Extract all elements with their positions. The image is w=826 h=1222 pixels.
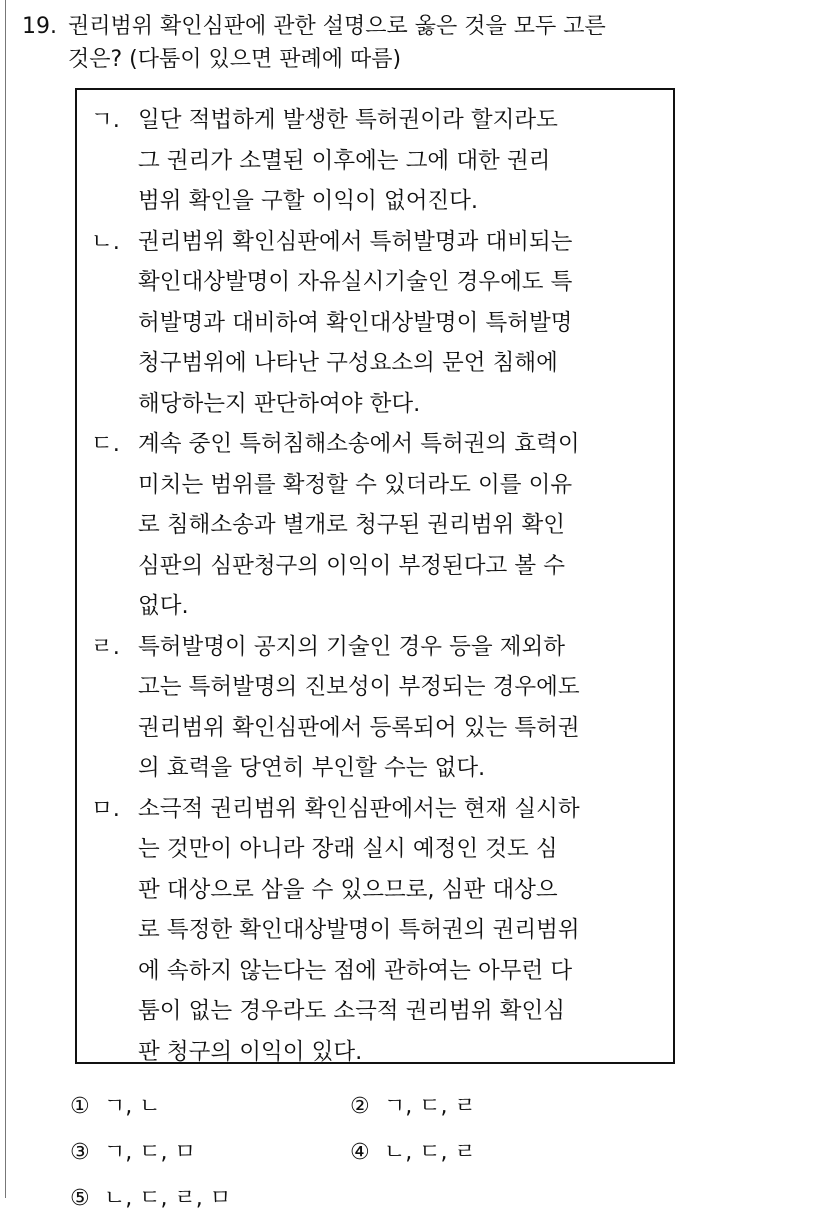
question-stem — [22, 10, 802, 76]
statement-text — [138, 100, 661, 222]
statement-item — [91, 424, 661, 627]
left-margin-line — [5, 0, 6, 1198]
choice-text: ㄴ, ㄷ, ㄹ — [384, 1140, 476, 1165]
statement-line: 청구범위에 나타난 구성요소의 문언 침해에 — [138, 350, 558, 376]
statement-text — [138, 627, 661, 789]
choice-number: ② — [350, 1094, 370, 1119]
statement-line: 의 효력을 당연히 부인할 수는 없다. — [138, 755, 486, 781]
choice-text: ㄱ, ㄷ, ㅁ — [104, 1140, 196, 1165]
statement-item — [91, 627, 661, 789]
statement-line: 로 침해소송과 별개로 청구된 권리범위 확인 — [138, 512, 565, 538]
choice-1[interactable] — [70, 1084, 350, 1130]
statement-line: 고는 특허발명의 진보성이 부정되는 경우에도 — [138, 674, 580, 700]
choice-number: ① — [70, 1094, 90, 1119]
statement-mark: ㅁ. — [91, 795, 120, 822]
choice-5[interactable] — [70, 1176, 354, 1222]
statement-line: 심판의 심판청구의 이익이 부정된다고 볼 수 — [138, 552, 565, 579]
statement-mark: ㄱ. — [91, 107, 120, 133]
choice-row — [70, 1084, 630, 1130]
statement-mark: ㄴ. — [91, 228, 120, 255]
statement-line: 로 특정한 확인대상발명이 특허권의 권리범위 — [138, 917, 580, 943]
statement-line: 툼이 없는 경우라도 소극적 권리범위 확인심 — [138, 998, 565, 1024]
statement-line: 는 것만이 아니라 장래 실시 예정인 것도 심 — [138, 836, 558, 862]
choice-text: ㄴ, ㄷ, ㄹ, ㅁ — [104, 1186, 231, 1211]
statement-line: 그 권리가 소멸된 이후에는 그에 대한 권리 — [138, 147, 551, 174]
statement-line: 판 청구의 이익이 있다. — [138, 1038, 363, 1065]
statement-line: 해당하는지 판단하여야 한다. — [138, 390, 421, 417]
statement-line: 판 대상으로 삼을 수 있으므로, 심판 대상으 — [138, 876, 558, 903]
question-text-line2: 것은? (다툼이 있으면 판례에 따름) — [68, 47, 402, 72]
statement-mark: ㄹ. — [91, 633, 120, 660]
choice-4[interactable] — [350, 1130, 630, 1176]
statement-item — [91, 222, 661, 425]
statements-box — [75, 88, 675, 1064]
choice-2[interactable] — [350, 1084, 630, 1130]
answer-choices — [70, 1084, 630, 1222]
statement-line: 일단 적법하게 발생한 특허권이라 할지라도 — [138, 107, 558, 133]
statement-item — [91, 789, 661, 1073]
statement-line: 허발명과 대비하여 확인대상발명이 특허발명 — [138, 309, 573, 336]
question-line-1 — [22, 10, 802, 43]
statement-line: 미치는 범위를 확정할 수 있더라도 이를 이유 — [138, 471, 573, 498]
statement-mark: ㄷ. — [91, 431, 120, 457]
statement-line: 에 속하지 않는다는 점에 관하여는 아무런 다 — [138, 957, 573, 984]
statement-line: 권리범위 확인심판에서 특허발명과 대비되는 — [138, 228, 573, 255]
question-number: 19. — [22, 14, 57, 39]
statement-line: 계속 중인 특허침해소송에서 특허권의 효력이 — [138, 431, 580, 457]
choice-text: ㄱ, ㄷ, ㄹ — [384, 1094, 476, 1119]
statement-line: 소극적 권리범위 확인심판에서는 현재 실시하 — [138, 795, 580, 822]
choice-number: ③ — [70, 1140, 90, 1165]
statement-line: 없다. — [138, 593, 189, 619]
statement-item — [91, 100, 661, 222]
choice-number: ④ — [350, 1140, 370, 1165]
choice-number: ⑤ — [70, 1186, 90, 1211]
question-line-2 — [22, 43, 802, 76]
statement-line: 범위 확인을 구할 이익이 없어진다. — [138, 188, 479, 214]
statement-line: 특허발명이 공지의 기술인 경우 등을 제외하 — [138, 633, 565, 660]
statement-text — [138, 424, 661, 627]
statement-text — [138, 789, 661, 1073]
choice-3[interactable] — [70, 1130, 350, 1176]
question-text-line1: 권리범위 확인심판에 관한 설명으로 옳은 것을 모두 고른 — [68, 14, 606, 39]
choice-row — [70, 1130, 630, 1176]
choice-text: ㄱ, ㄴ — [104, 1094, 161, 1119]
statement-text — [138, 222, 661, 425]
statement-line: 권리범위 확인심판에서 등록되어 있는 특허권 — [138, 714, 580, 741]
statement-line: 확인대상발명이 자유실시기술인 경우에도 특 — [138, 269, 573, 295]
choice-row — [70, 1176, 630, 1222]
